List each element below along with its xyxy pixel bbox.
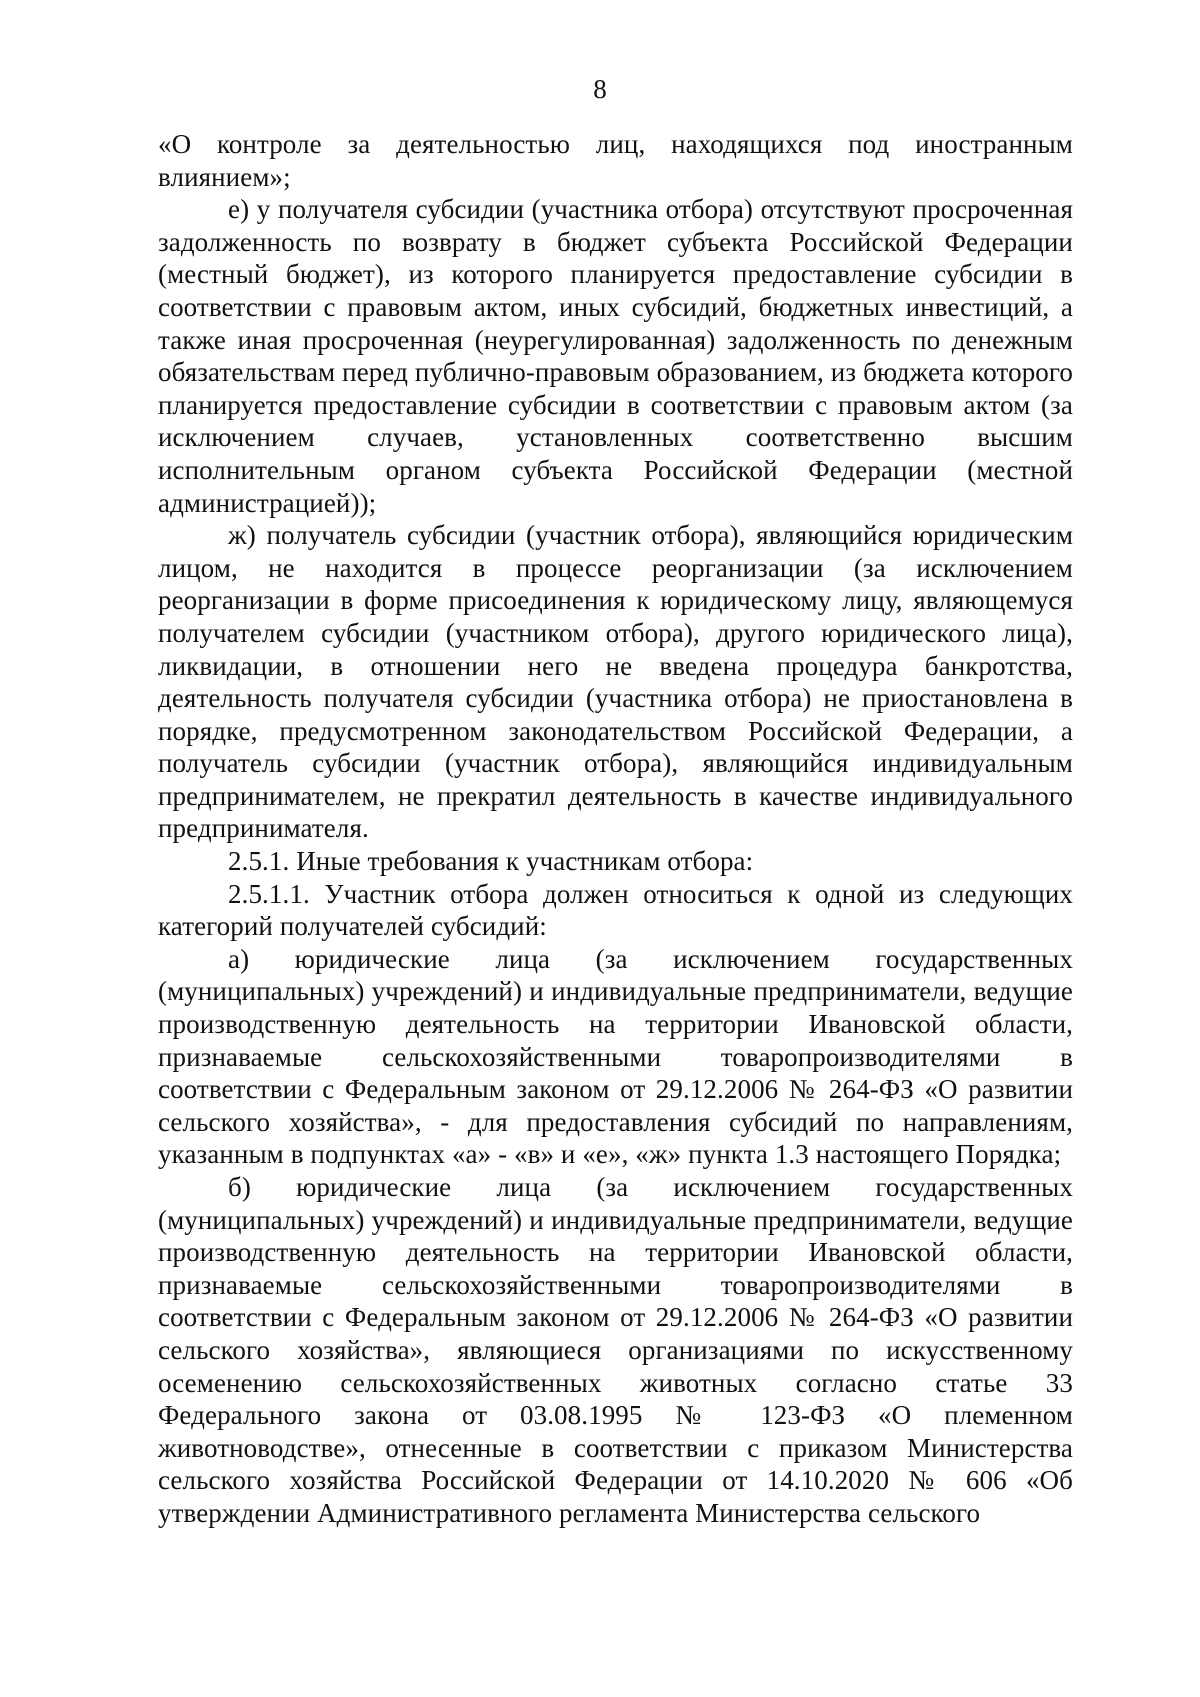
- page-number: 8: [593, 74, 607, 104]
- paragraph-item-zh: ж) получатель субсидии (участник отбора), являющийся юридическим лицом, не находится в процессе реорганизации (за исключением реорганизации в форме присоединения к юридическому лицу, являющемуся получателем субсидии (участником отбора), другого юридического лица), ликвидации, в отношении него не введена процедура банкротства, деятельность получателя субсидии (участника отбора) не приостановлена в порядке, предусмотренном законодательством Российской Федерации, а получатель субсидии (участник отбора), являющийся индивидуальным предпринимателем, не прекратил деятельность в качестве индивидуального предпринимателя.: [158, 520, 1073, 844]
- paragraph-item-e: е) у получателя субсидии (участника отбора) отсутствуют просроченная задолженность по возврату в бюджет субъекта Российской Федерации (местный бюджет), из которого планируется предоставление субсидии в соответствии с правовым актом, иных субсидий, бюджетных инвестиций, а также иная просроченная (неурегулированная) задолженность по денежным обязательствам перед публично-правовым образованием, из бюджета которого планируется предоставление субсидии в соответствии с правовым актом (за исключением случаев, установленных соответственно высшим исполнительным органом субъекта Российской Федерации (местной администрацией));: [158, 194, 1073, 518]
- paragraph-item-a: а) юридические лица (за исключением государственных (муниципальных) учреждений) и индивидуальные предприниматели, ведущие производственную деятельность на территории Ивановской области, признаваемые сельскохозяйственными товаропроизводителями в соответствии с Федеральным законом от 29.12.2006 № 264-ФЗ «О развитии сельского хозяйства», - для предоставления субсидий по направлениям, указанным в подпунктах «а» - «в» и «е», «ж» пункта 1.3 настоящего Порядка;: [158, 943, 1073, 1170]
- paragraph-section-2-5-1-1: 2.5.1.1. Участник отбора должен относиться к одной из следующих категорий получателей субсидий:: [158, 878, 1073, 942]
- paragraph-item-b: б) юридические лица (за исключением государственных (муниципальных) учреждений) и индивидуальные предприниматели, ведущие производственную деятельность на территории Ивановской области, признаваемые сельскохозяйственными товаропроизводителями в соответствии с Федеральным законом от 29.12.2006 № 264-ФЗ «О развитии сельского хозяйства», являющиеся организациями по искусственному осеменению сельскохозяйственных животных согласно статье 33 Федерального закона от 03.08.1995 № 123-ФЗ «О племенном животноводстве», отнесенные в соответствии с приказом Министерства сельского хозяйства Российской Федерации от 14.10.2020 № 606 «Об утверждении Административного регламента Министерства сельского: [158, 1172, 1073, 1528]
- document-body: [158, 128, 1073, 1530]
- paragraph-section-2-5-1: 2.5.1. Иные требования к участникам отбора:: [228, 846, 754, 877]
- paragraph-continuation: «О контроле за деятельностью лиц, находящихся под иностранным влиянием»;: [158, 129, 1073, 192]
